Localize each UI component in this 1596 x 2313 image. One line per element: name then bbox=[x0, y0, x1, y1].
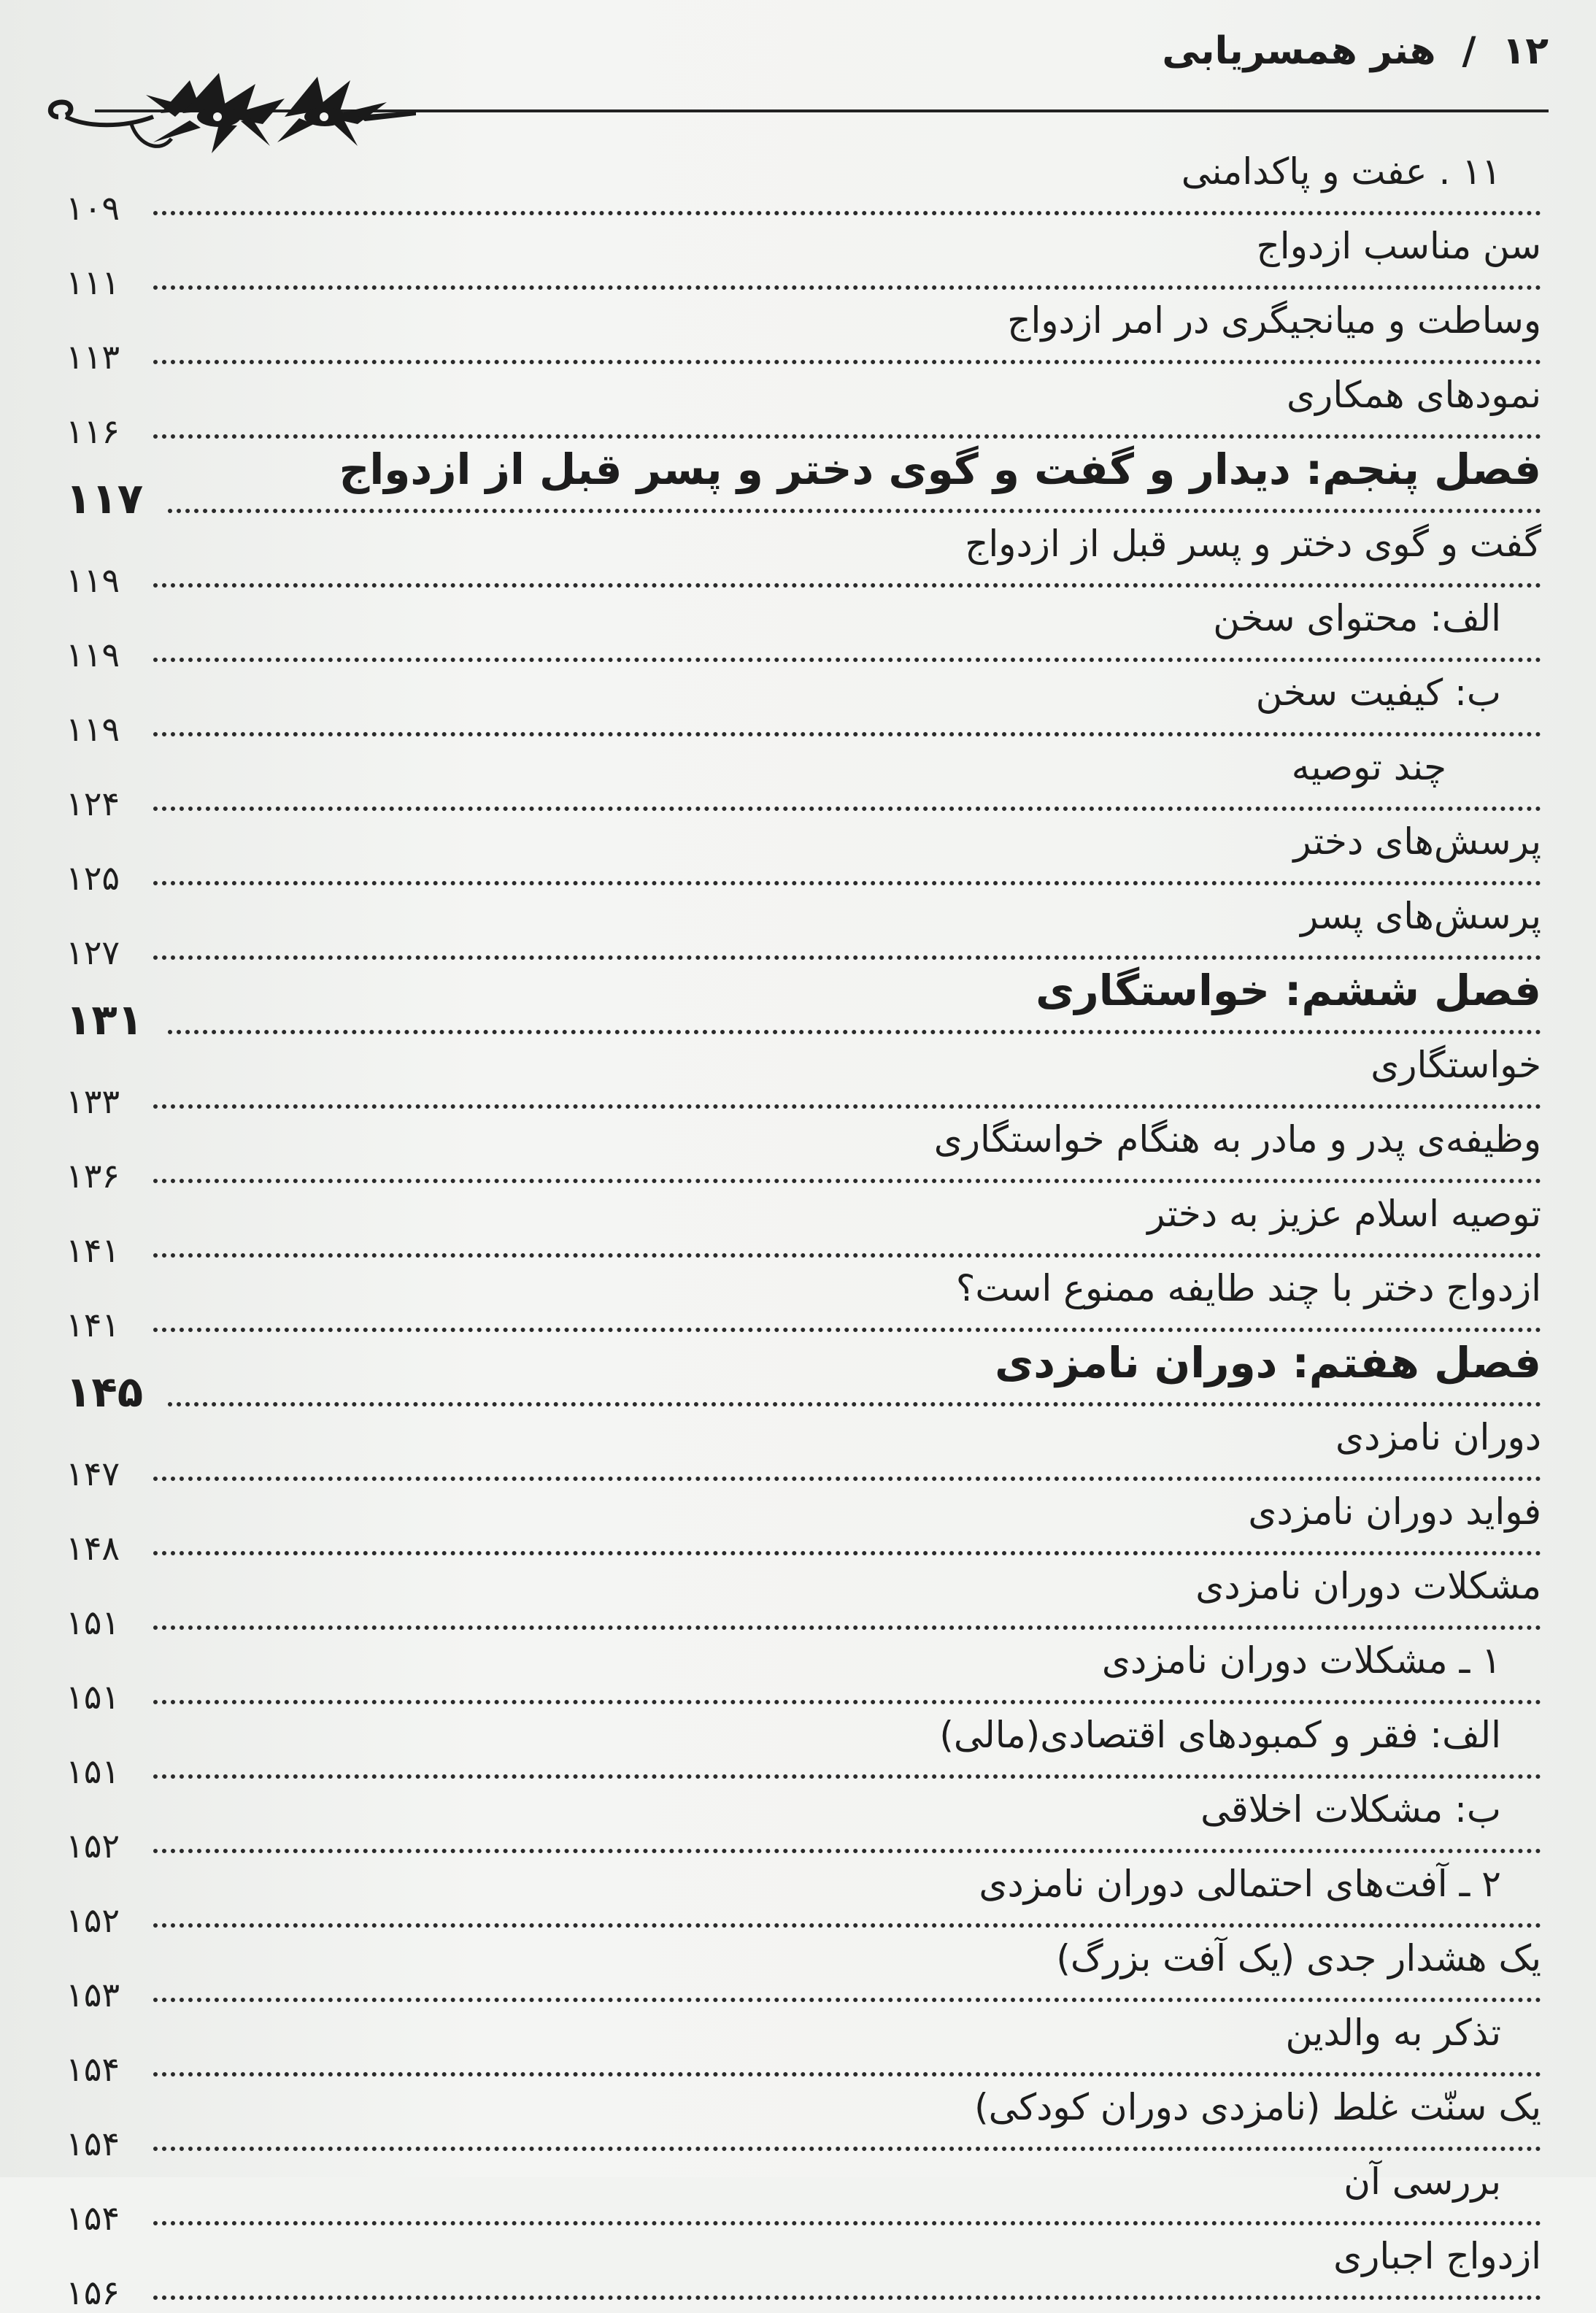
dot-leader bbox=[153, 1923, 1541, 1928]
entry-page-number: ۱۵۴ bbox=[66, 2050, 120, 2089]
dot-leader bbox=[153, 2072, 1541, 2077]
entry-page-number: ۱۵۱ bbox=[66, 1603, 120, 1642]
toc-entry bbox=[58, 2085, 1541, 2163]
chapter-title: فصل هفتم: دوران نامزدی bbox=[995, 1338, 1541, 1388]
toc-entry bbox=[58, 224, 1541, 302]
dot-leader bbox=[153, 1104, 1541, 1109]
header-separator: / bbox=[1462, 29, 1476, 73]
entry-page-number: ۱۵۶ bbox=[66, 2273, 120, 2312]
chapter-title: فصل پنجم: دیدار و گفت و گوی دختر و پسر قبل از ازدواج bbox=[339, 444, 1541, 494]
toc-entry bbox=[58, 522, 1541, 600]
toc-entry bbox=[58, 2011, 1541, 2089]
dot-leader bbox=[153, 732, 1541, 736]
entry-page-number: ۱۴۸ bbox=[66, 1528, 120, 1568]
entry-title: یک سنّت غلط (نامزدی دوران کودکی) bbox=[974, 2086, 1541, 2128]
toc-entry bbox=[58, 2234, 1541, 2312]
toc-entry bbox=[58, 1043, 1541, 1121]
dot-leader bbox=[153, 1179, 1541, 1183]
entry-page-number: ۱۵۲ bbox=[66, 1826, 120, 1866]
entry-title: پرسش‌های دختر bbox=[1293, 820, 1541, 863]
entry-page-number: ۱۰۹ bbox=[66, 188, 120, 228]
toc-entry bbox=[58, 820, 1541, 898]
dot-leader bbox=[153, 1998, 1541, 2002]
toc-entry bbox=[58, 1787, 1541, 1866]
chapter-title: فصل ششم: خواستگاری bbox=[1036, 966, 1541, 1015]
running-header bbox=[44, 29, 1549, 139]
entry-page-number: ۱۴۱ bbox=[66, 1231, 120, 1270]
entry-title: ب: کیفیت سخن bbox=[1255, 671, 1501, 714]
entry-page-number: ۱۵۱ bbox=[66, 1677, 120, 1717]
dot-leader bbox=[153, 211, 1541, 215]
entry-page-number: ۱۵۲ bbox=[66, 1901, 120, 1940]
toc-entry bbox=[58, 150, 1541, 228]
entry-page-number: ۱۲۴ bbox=[66, 784, 120, 823]
entry-title: یک هشدار جدی (یک آفت بزرگ) bbox=[1056, 1937, 1541, 1979]
toc-entry bbox=[58, 745, 1541, 823]
toc-entry bbox=[58, 1564, 1541, 1642]
entry-page-number: ۱۱۷ bbox=[66, 474, 144, 523]
entry-page-number: ۱۴۵ bbox=[66, 1367, 144, 1417]
toc-entry bbox=[58, 1713, 1541, 1791]
entry-page-number: ۱۲۷ bbox=[66, 933, 120, 972]
entry-page-number: ۱۱۹ bbox=[66, 561, 120, 600]
toc-entry bbox=[58, 373, 1541, 451]
entry-title: بررسی آن bbox=[1344, 2160, 1501, 2203]
dot-leader bbox=[153, 1551, 1541, 1555]
toc-entry bbox=[58, 1415, 1541, 1493]
dot-leader bbox=[153, 1328, 1541, 1332]
entry-title: الف: فقر و کمبودهای اقتصادی(مالی) bbox=[939, 1714, 1501, 1756]
entry-title: توصیه اسلام عزیز به دختر bbox=[1147, 1193, 1541, 1235]
entry-title: وظیفه‌ی پدر و مادر به هنگام خواستگاری bbox=[933, 1118, 1541, 1161]
entry-page-number: ۱۱۹ bbox=[66, 635, 120, 674]
toc-entry bbox=[58, 1266, 1541, 1344]
entry-title: ۲ ـ آفت‌های احتمالی دوران نامزدی bbox=[979, 1863, 1501, 1905]
dot-leader bbox=[153, 2221, 1541, 2225]
dot-leader bbox=[153, 1253, 1541, 1258]
entry-page-number: ۱۱۱ bbox=[66, 263, 120, 302]
toc-entry bbox=[58, 1490, 1541, 1568]
toc-entry bbox=[58, 1639, 1541, 1717]
entry-title: فواید دوران نامزدی bbox=[1248, 1490, 1541, 1533]
entry-page-number: ۱۳۶ bbox=[66, 1156, 120, 1196]
entry-page-number: ۱۳۱ bbox=[66, 995, 144, 1044]
entry-title: دوران نامزدی bbox=[1335, 1416, 1541, 1458]
dot-leader bbox=[153, 807, 1541, 811]
dot-leader bbox=[153, 583, 1541, 588]
entry-page-number: ۱۱۳ bbox=[66, 337, 120, 377]
toc-entry bbox=[58, 1862, 1541, 1940]
entry-title: سن مناسب ازدواج bbox=[1256, 225, 1541, 267]
entry-page-number: ۱۵۱ bbox=[66, 1752, 120, 1791]
dot-leader bbox=[153, 1774, 1541, 1779]
entry-title: ۱ ـ مشکلات دوران نامزدی bbox=[1101, 1639, 1501, 1682]
dot-leader bbox=[153, 360, 1541, 364]
toc-entry bbox=[58, 1192, 1541, 1270]
dot-leader bbox=[168, 1030, 1541, 1034]
dot-leader bbox=[153, 2147, 1541, 2151]
toc-entry bbox=[58, 596, 1541, 674]
entry-page-number: ۱۵۴ bbox=[66, 2198, 120, 2238]
toc-entry bbox=[58, 671, 1541, 749]
dot-leader bbox=[153, 285, 1541, 290]
entry-page-number: ۱۲۵ bbox=[66, 858, 120, 898]
entry-title: ازدواج دختر با چند طایفه ممنوع است؟ bbox=[955, 1267, 1541, 1309]
dot-leader bbox=[153, 1477, 1541, 1481]
entry-title: گفت و گوی دختر و پسر قبل از ازدواج bbox=[965, 523, 1541, 565]
toc-chapter-entry bbox=[58, 1338, 1541, 1417]
header-page-number: ۱۲ bbox=[1502, 29, 1549, 73]
dot-leader bbox=[153, 2295, 1541, 2300]
dot-leader bbox=[153, 955, 1541, 960]
entry-title: ازدواج اجباری bbox=[1333, 2235, 1541, 2277]
entry-page-number: ۱۱۶ bbox=[66, 412, 120, 451]
entry-page-number: ۱۱۹ bbox=[66, 709, 120, 749]
entry-title: خواستگاری bbox=[1371, 1044, 1541, 1086]
toc-chapter-entry bbox=[58, 966, 1541, 1044]
entry-title: ب: مشکلات اخلاقی bbox=[1200, 1788, 1501, 1831]
dot-leader bbox=[153, 434, 1541, 439]
dot-leader bbox=[153, 1849, 1541, 1853]
toc-entry bbox=[58, 299, 1541, 377]
entry-title: الف: محتوای سخن bbox=[1213, 597, 1501, 639]
entry-page-number: ۱۳۳ bbox=[66, 1082, 120, 1121]
dot-leader bbox=[153, 1625, 1541, 1630]
dot-leader bbox=[153, 658, 1541, 662]
entry-title: وساطت و میانجیگری در امر ازدواج bbox=[1007, 299, 1541, 342]
header-text bbox=[1162, 29, 1549, 73]
entry-title: نمودهای همکاری bbox=[1287, 374, 1541, 416]
header-book-title: هنر همسریابی bbox=[1162, 29, 1436, 73]
entry-title: چند توصیه bbox=[1291, 746, 1446, 788]
entry-title: پرسش‌های پسر bbox=[1300, 895, 1541, 937]
toc-entry bbox=[58, 2160, 1541, 2238]
table-of-contents bbox=[58, 150, 1541, 2312]
entry-title: ۱۱ . عفت و پاکدامنی bbox=[1181, 150, 1501, 193]
toc-entry bbox=[58, 1936, 1541, 2014]
dot-leader bbox=[168, 509, 1541, 513]
entry-page-number: ۱۵۴ bbox=[66, 2124, 120, 2163]
entry-title: مشکلات دوران نامزدی bbox=[1195, 1565, 1541, 1607]
entry-page-number: ۱۴۱ bbox=[66, 1305, 120, 1344]
toc-entry bbox=[58, 1117, 1541, 1196]
dot-leader bbox=[168, 1402, 1541, 1406]
entry-page-number: ۱۵۳ bbox=[66, 1975, 120, 2014]
entry-title: تذکر به والدین bbox=[1285, 2012, 1501, 2054]
dot-leader bbox=[153, 1700, 1541, 1704]
dot-leader bbox=[153, 881, 1541, 885]
entry-page-number: ۱۴۷ bbox=[66, 1454, 120, 1493]
toc-chapter-entry bbox=[58, 444, 1541, 523]
toc-entry bbox=[58, 894, 1541, 972]
